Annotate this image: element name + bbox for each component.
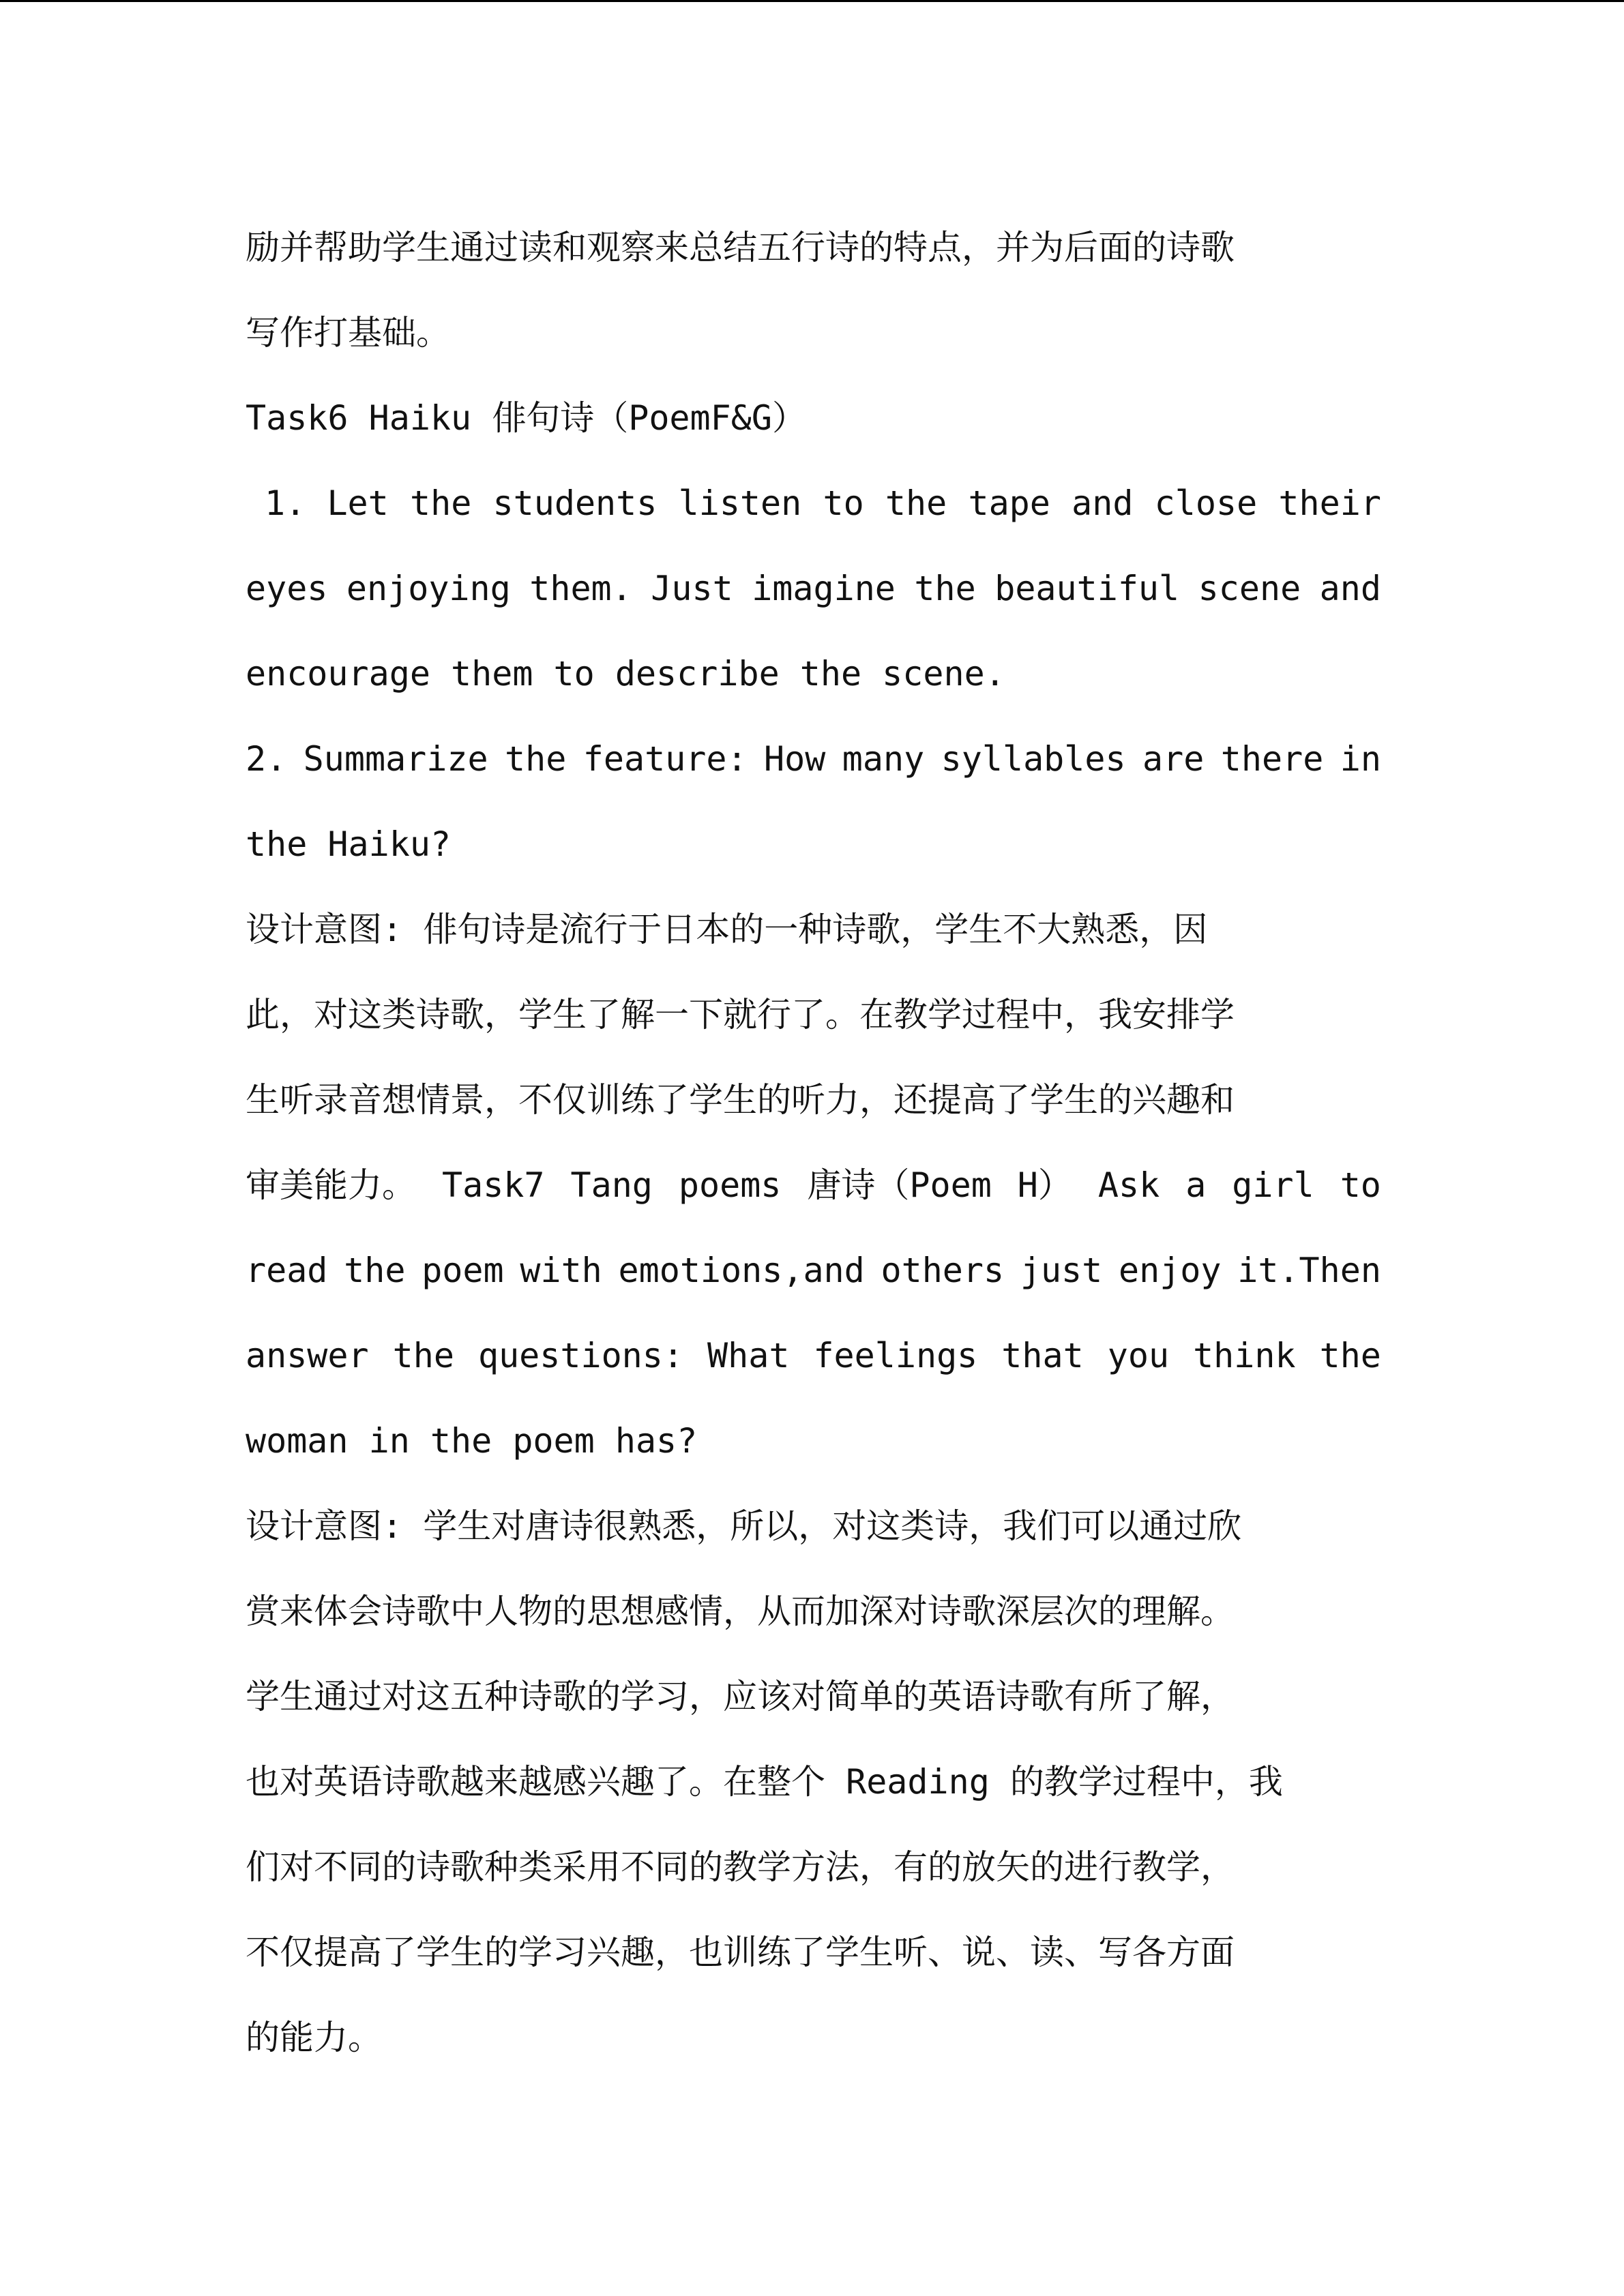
text-word: beautiful <box>994 569 1180 608</box>
text-word: the <box>344 1251 406 1290</box>
text-word: there <box>1220 739 1324 779</box>
text-word: Task7 <box>441 1165 545 1205</box>
text-word: emotions,and <box>618 1251 865 1290</box>
text-word: tape <box>968 483 1050 523</box>
text-line: 也对英语诗歌越来越感兴趣了。在整个 Reading 的教学过程中，我 <box>246 1762 1283 1802</box>
text-word: What <box>707 1336 790 1375</box>
text-word: and <box>1072 483 1134 523</box>
text-word: others <box>881 1251 1005 1290</box>
text-word: just <box>1020 1251 1103 1290</box>
text-line: 生听录音想情景，不仅训练了学生的听力，还提高了学生的兴趣和 <box>246 1080 1235 1120</box>
text-word: eyes <box>246 569 328 608</box>
text-word: Summarize <box>303 739 488 779</box>
text-word: poems <box>678 1165 782 1205</box>
text-word: How <box>764 739 826 779</box>
text-line <box>246 1313 1381 1399</box>
text-word: the <box>914 569 976 608</box>
text-line: encourage them to describe the scene. <box>246 654 1005 694</box>
text-word: H） <box>1017 1165 1072 1205</box>
text-line: 学生通过对这五种诗歌的学习，应该对简单的英语诗歌有所了解， <box>246 1677 1235 1716</box>
text-line: woman in the poem has? <box>246 1421 698 1461</box>
text-word: the <box>392 1336 454 1375</box>
text-word: answer <box>246 1336 369 1375</box>
text-line: 此，对这类诗歌，学生了解一下就行了。在教学过程中，我安排学 <box>246 995 1235 1034</box>
text-line <box>246 717 1381 802</box>
text-word: 1. <box>265 483 306 523</box>
text-word: in <box>1340 739 1381 779</box>
text-word: enjoying <box>346 569 511 608</box>
text-line <box>246 1143 1381 1228</box>
text-word: 唐诗（Poem <box>807 1165 992 1205</box>
text-line: 的能力。 <box>246 2018 382 2057</box>
text-word: to <box>1340 1165 1381 1205</box>
text-word: close <box>1154 483 1258 523</box>
text-line: 设计意图: 学生对唐诗很熟悉，所以，对这类诗，我们可以通过欣 <box>246 1506 1242 1546</box>
text-word: the <box>410 483 472 523</box>
text-word: read <box>246 1251 328 1290</box>
text-word: a <box>1185 1165 1207 1205</box>
text-word: the <box>505 739 567 779</box>
text-line <box>246 546 1381 631</box>
text-word: to <box>823 483 864 523</box>
text-word: enjoy <box>1119 1251 1222 1290</box>
text-word: students <box>492 483 658 523</box>
text-word: Just <box>651 569 733 608</box>
text-word: the <box>885 483 947 523</box>
text-word: feature: <box>582 739 748 779</box>
text-word: that <box>1001 1336 1084 1375</box>
text-word: scene <box>1198 569 1301 608</box>
text-line <box>246 461 1381 546</box>
text-word: it.Then <box>1237 1251 1381 1290</box>
text-word: you <box>1107 1336 1170 1375</box>
text-word: with <box>520 1251 602 1290</box>
text-word: girl <box>1232 1165 1314 1205</box>
text-line: 不仅提高了学生的学习兴趣，也训练了学生听、说、读、写各方面 <box>246 1933 1235 1972</box>
document-body <box>246 205 1381 2081</box>
text-word: questions: <box>477 1336 683 1375</box>
text-word: think <box>1193 1336 1296 1375</box>
text-word: many <box>842 739 925 779</box>
text-word: Let <box>327 483 389 523</box>
text-line: 设计意图: 俳句诗是流行于日本的一种诗歌，学生不大熟悉，因 <box>246 910 1208 949</box>
text-word: Tang <box>570 1165 653 1205</box>
text-word: imagine <box>752 569 896 608</box>
text-word: and <box>1319 569 1381 608</box>
text-line <box>246 1228 1381 1313</box>
text-word: their <box>1278 483 1381 523</box>
text-line: 们对不同的诗歌种类采用不同的教学方法，有的放矢的进行教学， <box>246 1847 1235 1887</box>
text-line: 赏来体会诗歌中人物的思想感情，从而加深对诗歌深层次的理解。 <box>246 1592 1235 1631</box>
text-line: 写作打基础。 <box>246 313 450 353</box>
text-word: the <box>1319 1336 1381 1375</box>
text-word: 审美能力。 <box>246 1165 416 1205</box>
text-word: 2. <box>246 739 287 779</box>
text-line: the Haiku? <box>246 824 452 864</box>
text-word: are <box>1142 739 1205 779</box>
text-word: Ask <box>1097 1165 1160 1205</box>
text-word: them. <box>529 569 632 608</box>
text-word: listen <box>678 483 802 523</box>
text-word: feelings <box>813 1336 978 1375</box>
text-word: poem <box>422 1251 504 1290</box>
text-word: syllables <box>941 739 1126 779</box>
text-line: Task6 Haiku 俳句诗（PoemF&G） <box>246 398 806 438</box>
text-line: 励并帮助学生通过读和观察来总结五行诗的特点，并为后面的诗歌 <box>246 228 1235 267</box>
